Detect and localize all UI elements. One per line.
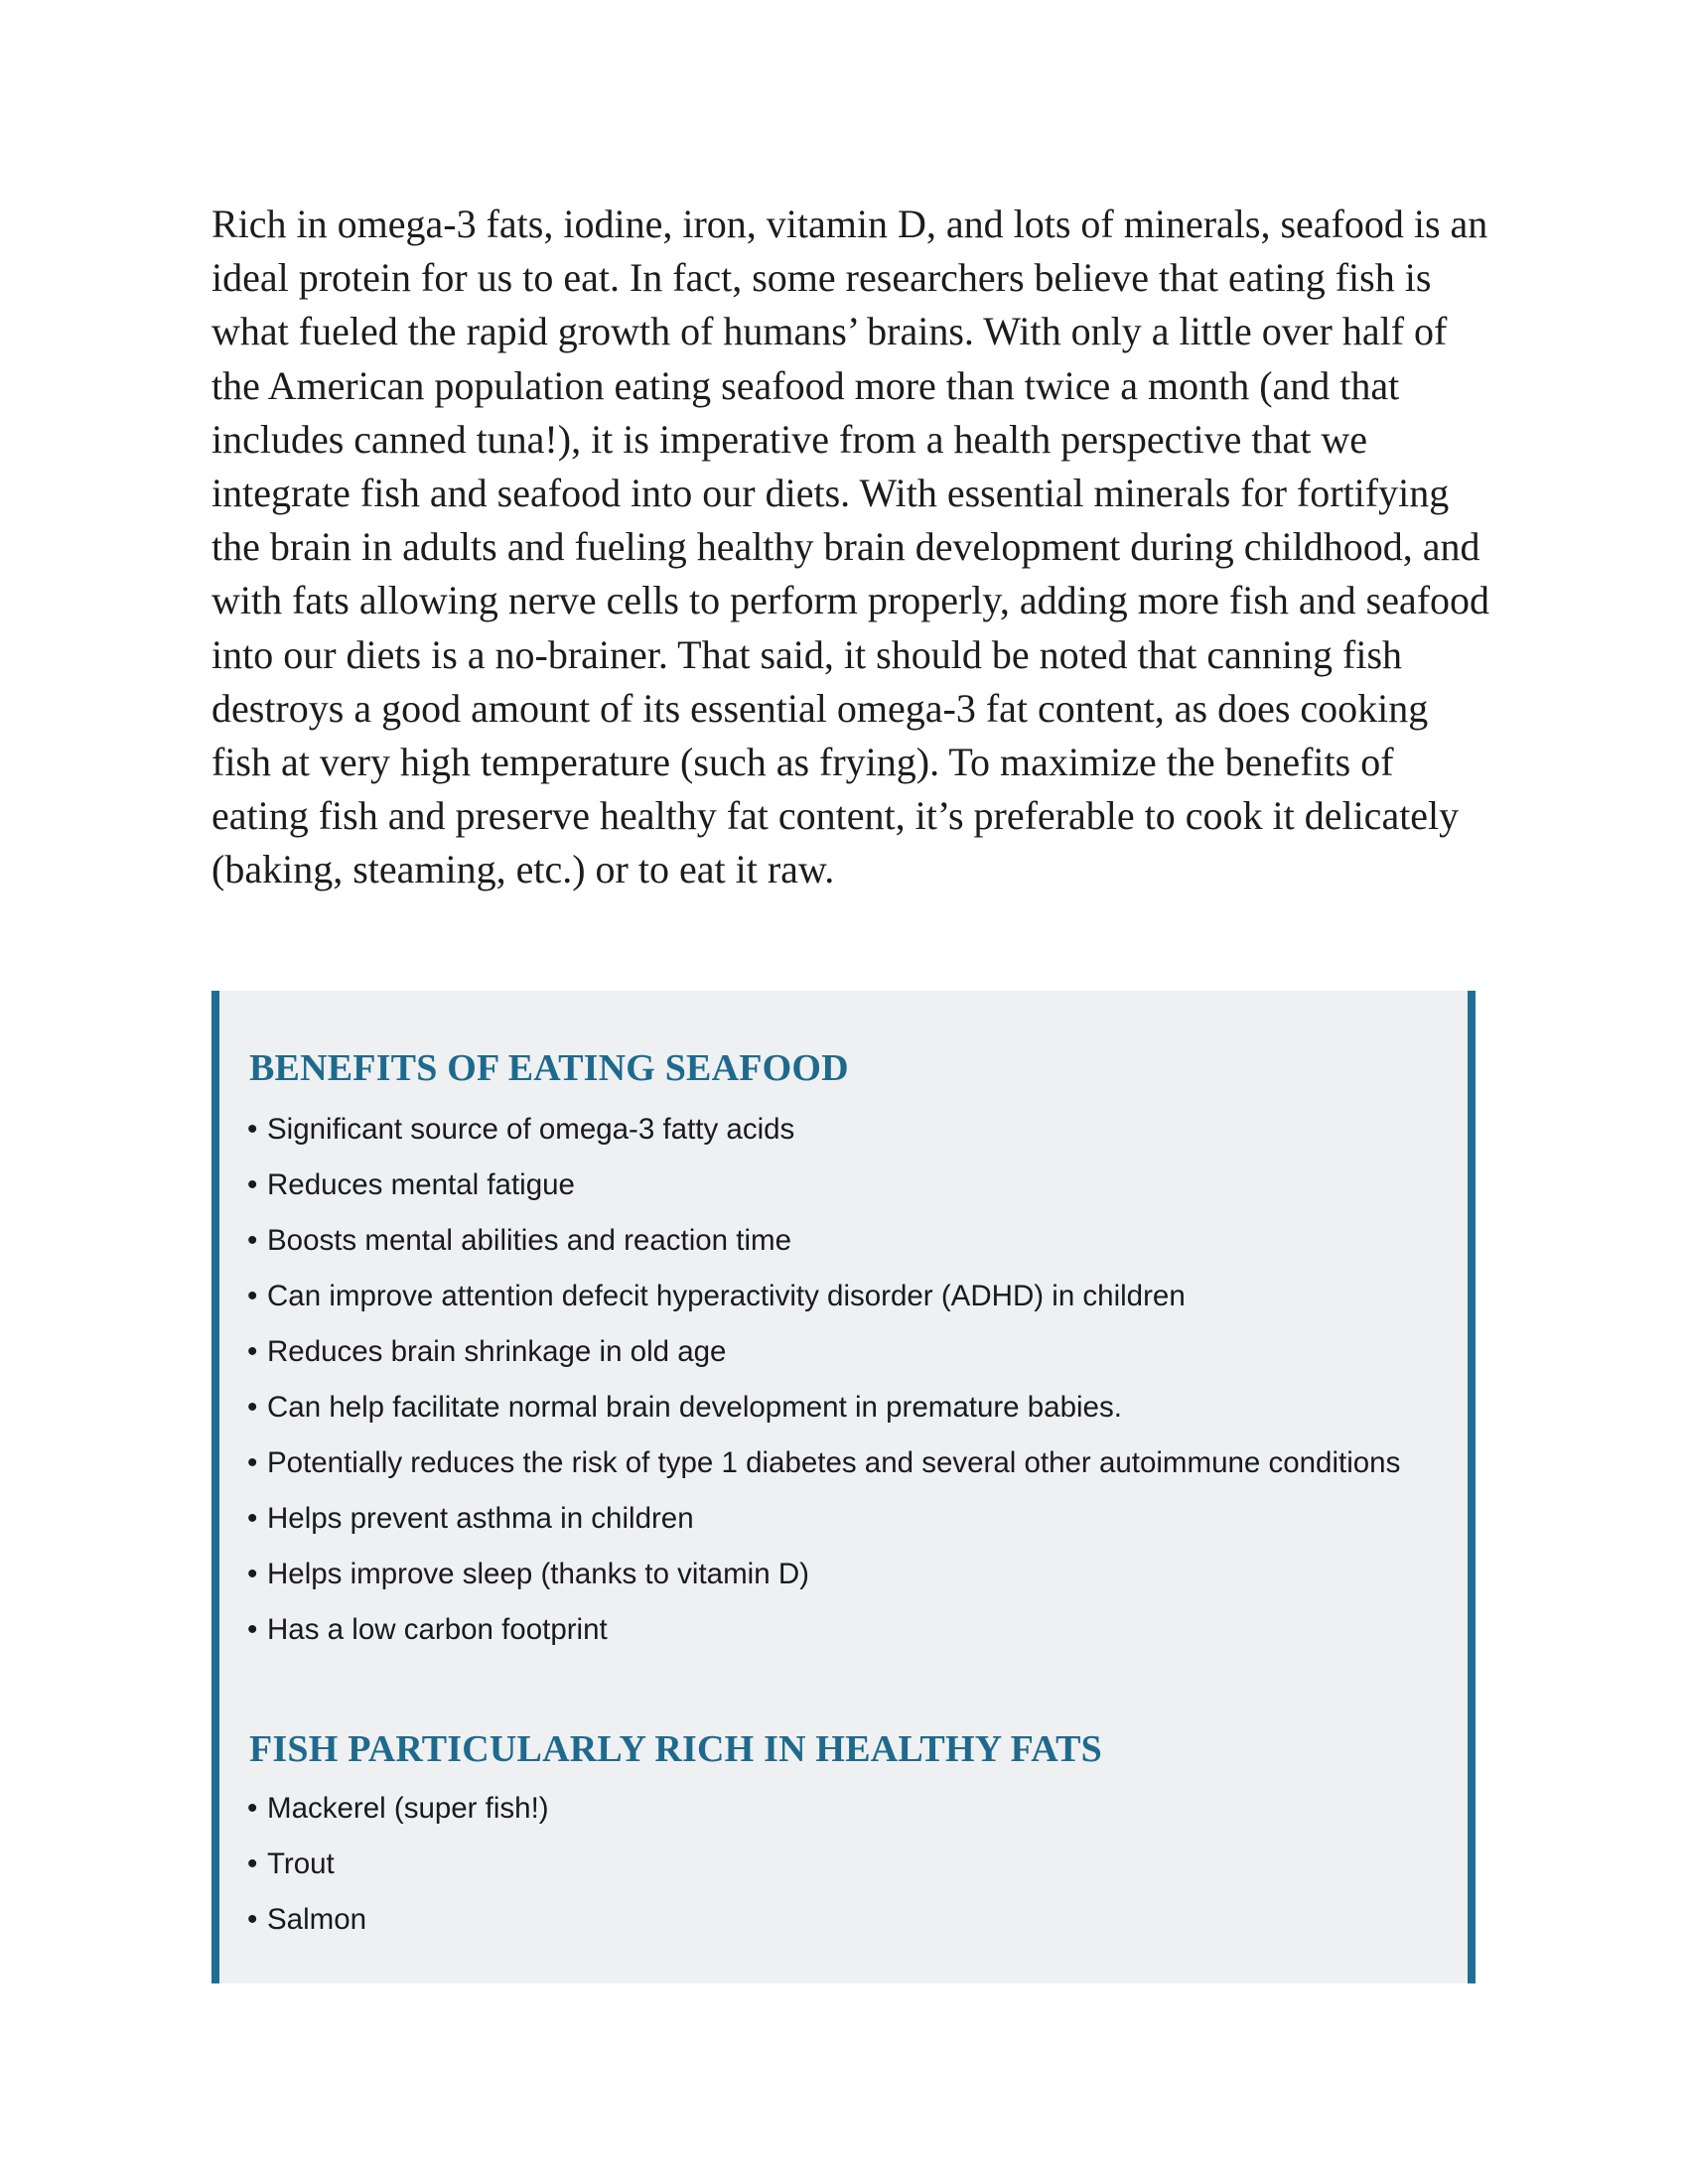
list-item: • Has a low carbon footprint xyxy=(247,1610,1448,1650)
seafood-callout-box xyxy=(211,991,1476,1983)
list-item: • Potentially reduces the risk of type 1 diabetes and several other autoimmune conditions xyxy=(247,1443,1448,1483)
list-item: • Helps improve sleep (thanks to vitamin D) xyxy=(247,1555,1448,1594)
list-item: • Can improve attention defecit hyperactivity disorder (ADHD) in children xyxy=(247,1277,1448,1316)
fish-list xyxy=(247,1789,1448,1956)
list-item: • Reduces brain shrinkage in old age xyxy=(247,1332,1448,1372)
list-item: • Boosts mental abilities and reaction time xyxy=(247,1221,1448,1261)
benefits-list xyxy=(247,1110,1448,1666)
list-item: • Trout xyxy=(247,1844,1448,1884)
list-item: • Significant source of omega-3 fatty acids xyxy=(247,1110,1448,1150)
list-item: • Mackerel (super fish!) xyxy=(247,1789,1448,1829)
list-item: • Salmon xyxy=(247,1900,1448,1940)
fish-heading: FISH PARTICULARLY RICH IN HEALTHY FATS xyxy=(249,1728,1102,1770)
intro-paragraph: Rich in omega-3 fats, iodine, iron, vitamin D, and lots of minerals, seafood is an ideal protein for us to eat. In fact, some researchers believe that eating fish is what fueled the rapid growth of humans’ brains. With only a little over half of the American population eating seafood more than twice a month (and that includes canned tuna!), it is imperative from a health perspective that we integrate fish and seafood into our diets. With essential minerals for fortifying the brain in adults and fueling healthy brain development during childhood, and with fats allowing nerve cells to perform properly, adding more fish and seafood into our diets is a no-brainer. That said, it should be noted that canning fish destroys a good amount of its essential omega-3 fat content, as does cooking fish at very high temperature (such as frying). To maximize the benefits of eating fish and preserve healthy fat content, it’s preferable to cook it delicately (baking, steaming, etc.) or to eat it raw. xyxy=(211,202,1490,892)
list-item: • Helps prevent asthma in children xyxy=(247,1499,1448,1539)
benefits-heading: BENEFITS OF EATING SEAFOOD xyxy=(249,1047,849,1089)
list-item: • Can help facilitate normal brain development in premature babies. xyxy=(247,1388,1448,1428)
list-item: • Reduces mental fatigue xyxy=(247,1165,1448,1205)
